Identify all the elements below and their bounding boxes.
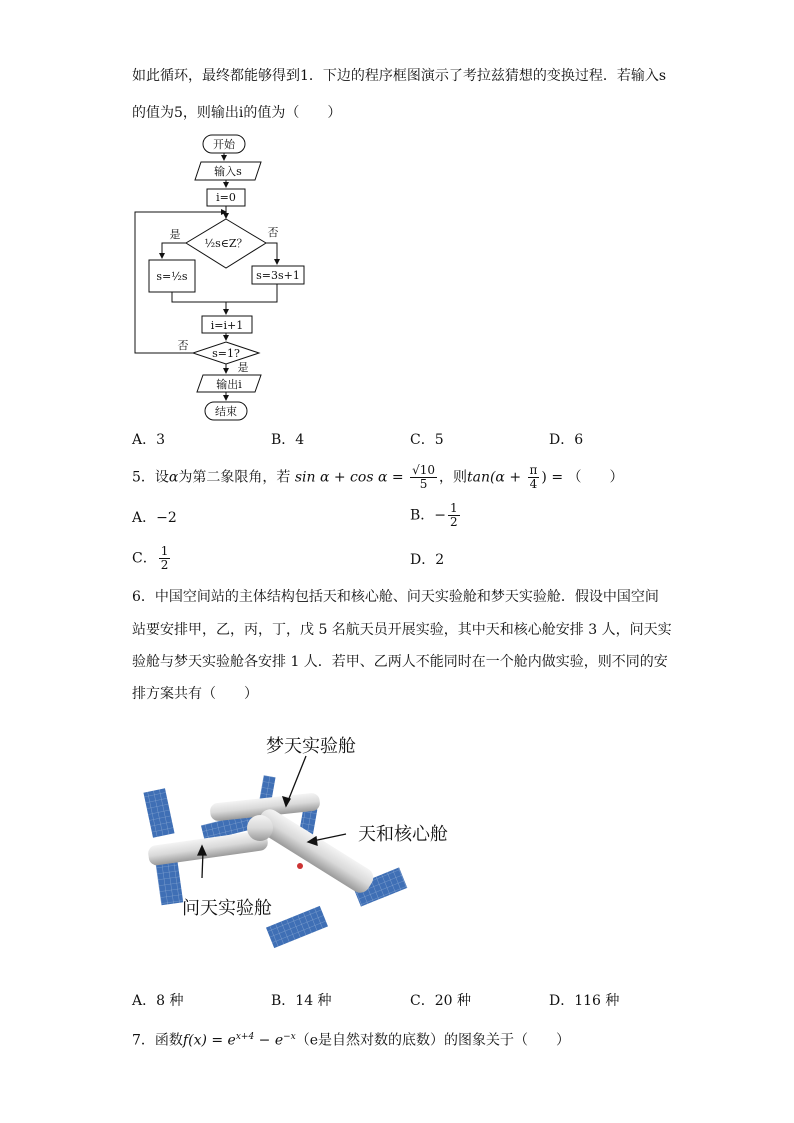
q4-line-2: 的值为5，则输出i的值为（ ） (132, 105, 342, 121)
q7-minus: − e (254, 1032, 284, 1049)
q5-option-c-frac (159, 545, 171, 572)
solar-panel (266, 906, 328, 948)
q5-option-a: A．−2 (132, 510, 177, 526)
flow-input-text: 输入s (214, 165, 242, 178)
q7-exp2: −x (283, 1032, 296, 1042)
q5-then: ，则 (438, 469, 467, 486)
red-marker (297, 863, 303, 869)
flow-cond2-text: s=1? (212, 347, 240, 360)
q5-alpha: α (168, 469, 179, 486)
q5-pi-fraction (528, 464, 540, 491)
q7-stem (132, 1027, 570, 1051)
q5-tan: tan(α + (466, 469, 522, 486)
q6-option-d: D．116 种 (549, 993, 620, 1009)
q6-option-b: B．14 种 (271, 993, 332, 1009)
q6-option-a: A．8 种 (132, 993, 184, 1009)
q5-stem (132, 464, 624, 491)
space-station-illustration (140, 728, 470, 953)
q7-note: （e是自然对数的底数）的图象关于（ ） (295, 1032, 571, 1049)
q4-option-b: B．4 (271, 432, 305, 448)
label-wentian: 问天实验舱 (182, 898, 272, 919)
q6-line-4: 排方案共有（ ） (132, 686, 258, 702)
solar-panel (143, 788, 174, 838)
flow-cond1-text: ½s∈Z？ (204, 237, 248, 250)
q5-tan-close: ) = （ ） (541, 469, 624, 486)
q5-option-c-prefix: C． (132, 550, 157, 567)
q4-option-d: D．6 (549, 432, 584, 448)
flow-output-text: 输出i (216, 378, 242, 391)
q4-line-1: 如此循环，最终都能够得到1．下边的程序框图演示了考拉兹猜想的变换过程．若输入s (132, 68, 667, 84)
q5-optb-num: 1 (450, 501, 458, 515)
q5-option-b-frac (448, 502, 460, 529)
flow-yes-label: 是 (169, 228, 181, 241)
flow-no2-label: 否 (177, 339, 189, 352)
q5-option-d: D．2 (410, 552, 445, 568)
label-mengtian: 梦天实验舱 (266, 736, 356, 757)
q5-option-b (410, 502, 462, 529)
flow-no-label: 否 (267, 226, 279, 239)
q7-prefix: 7．函数 (132, 1032, 183, 1049)
q5-pi-den: 4 (529, 477, 538, 491)
q5-optc-num: 1 (160, 544, 169, 558)
q6-line-2: 站要安排甲，乙，丙，丁，戊 5 名航天员开展实验，其中天和核心舱安排 3 人，问天实 (132, 622, 672, 638)
label-tianhe: 天和核心舱 (358, 824, 448, 845)
flow-start-text: 开始 (213, 138, 235, 151)
flow-yes2-label: 是 (237, 361, 249, 374)
q7-func: f(x) = e (182, 1032, 236, 1049)
q6-line-3: 验舱与梦天实验舱各安排 1 人．若甲、乙两人不能同时在一个舱内做实验，则不同的安 (132, 654, 668, 670)
docking-node (247, 815, 273, 841)
q5-frac-num: √10 (412, 463, 435, 477)
q5-optc-den: 2 (160, 558, 169, 572)
q5-prefix: 5．设 (132, 469, 169, 486)
flow-incr-text: i=i+1 (210, 319, 244, 332)
flowchart (125, 128, 300, 428)
q6-line-1: 6．中国空间站的主体结构包括天和核心舱、问天实验舱和梦天实验舱．假设中国空间 (132, 589, 659, 605)
flow-left-box-text: s=½s (156, 270, 188, 283)
q5-equation: sin α + cos α = (294, 469, 404, 486)
q5-fraction (410, 464, 437, 491)
flow-init-text: i=0 (216, 191, 236, 204)
q4-option-a: A．3 (132, 432, 166, 448)
q5-optb-den: 2 (450, 515, 458, 529)
q5-frac-den: 5 (419, 477, 428, 491)
q5-option-c (132, 545, 172, 572)
q4-option-c: C．5 (410, 432, 444, 448)
q5-pi-num: π (529, 463, 538, 477)
flow-end-text: 结束 (215, 405, 237, 418)
flow-right-box-text: s=3s+1 (256, 269, 300, 282)
q6-option-c: C．20 种 (410, 993, 471, 1009)
q7-exp1: x+4 (235, 1032, 255, 1042)
q5-option-b-prefix: B．− (410, 507, 447, 524)
q5-mid: 为第二象限角，若 (178, 469, 291, 486)
